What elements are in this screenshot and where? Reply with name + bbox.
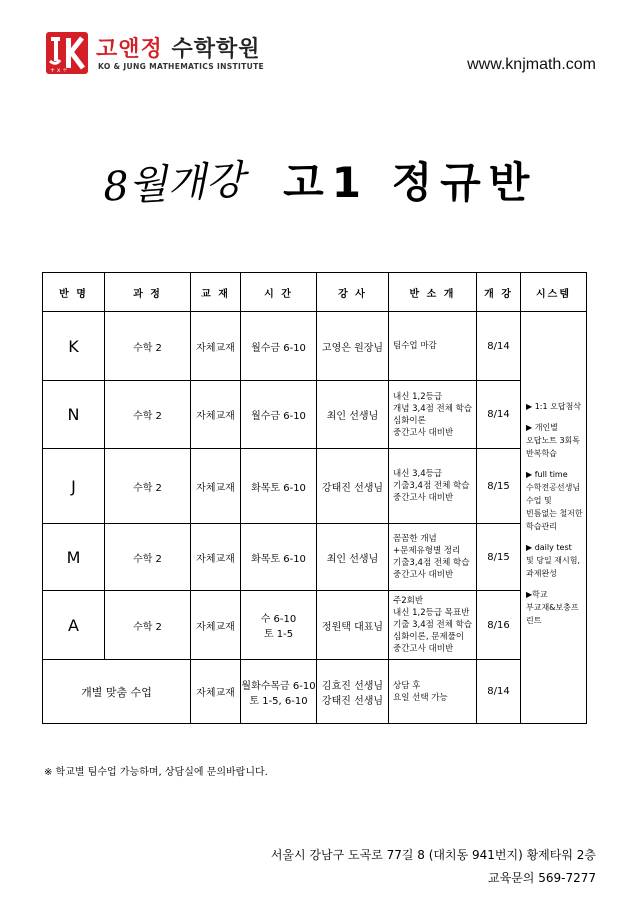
academy-logo <box>44 30 264 76</box>
system-item: ▶ full time 수학전공선생님 수업 및 빈틈없는 철저한 학습관리 <box>526 470 583 531</box>
intro-line: 상담 후 <box>393 680 421 691</box>
intro-line: 중간고사 대비반 <box>393 493 454 503</box>
header-teacher: 강 사 <box>317 273 389 312</box>
class-name: A <box>43 591 105 660</box>
table-row <box>43 524 587 591</box>
course: 수학 2 <box>105 312 191 381</box>
class-intro <box>389 524 477 591</box>
teacher-line: 최인 선생님 <box>326 553 379 565</box>
header-introduction: 반 소 개 <box>389 273 477 312</box>
class-time <box>241 312 317 381</box>
start-date: 8/14 <box>477 660 521 724</box>
title-script: 8월개강 <box>101 156 246 211</box>
header-class-name: 반 명 <box>43 273 105 312</box>
intro-line: 중간고사 대비반 <box>393 427 454 438</box>
textbook: 자체교재 <box>191 660 241 724</box>
course: 수학 2 <box>105 381 191 449</box>
intro-line: 주2회반 <box>393 596 424 606</box>
time-line: 토 1-5 <box>263 629 294 640</box>
teacher-line: 고영은 원장님 <box>321 342 384 354</box>
intro-line: 기출 3,4점 전체 학습 <box>393 620 473 630</box>
class-intro <box>389 660 477 724</box>
start-date: 8/14 <box>477 381 521 449</box>
intro-line: 요일 선택 가능 <box>393 692 448 703</box>
teacher <box>317 591 389 660</box>
footnote: ※ 학교별 팀수업 가능하며, 상담실에 문의바랍니다. <box>44 767 268 778</box>
intro-line: 중간고사 대비반 <box>393 644 454 654</box>
system-item: ▶학교 부교재&보충프린트 <box>526 590 579 625</box>
intro-line: 내신 3,4등급 <box>393 469 443 479</box>
time-line: 월화수목금 6-10 <box>241 680 316 692</box>
website-link[interactable]: www.knjmath.com <box>467 56 596 73</box>
class-intro <box>389 312 477 381</box>
table-header-row <box>43 273 587 312</box>
system-item: ▶ daily test 및 당일 재시험, 과제완성 <box>526 543 580 578</box>
time-line: 화목토 6-10 <box>251 482 306 494</box>
svg-text:+ x ÷: + x ÷ <box>50 67 68 74</box>
start-date: 8/15 <box>477 449 521 524</box>
start-date: 8/15 <box>477 524 521 591</box>
class-time <box>241 591 317 660</box>
time-line: 수 6-10 <box>260 614 297 625</box>
teacher-line: 최인 선생님 <box>326 411 379 422</box>
teacher <box>317 449 389 524</box>
intro-line: 심화이론 <box>393 415 426 426</box>
time-line: 토 1-5, 6-10 <box>249 695 308 707</box>
class-name: J <box>43 449 105 524</box>
intro-line: 심화이론, 문제풀이 <box>393 632 465 642</box>
intro-line: 기출3,4점 전체 학습 <box>393 558 470 568</box>
table-row <box>43 591 587 660</box>
class-time <box>241 660 317 724</box>
course: 수학 2 <box>105 524 191 591</box>
system-item: ▶ 개인별 오답노트 3회독 반복학습 <box>526 423 581 458</box>
class-name: M <box>43 524 105 591</box>
header-system: 시스템 <box>521 273 587 312</box>
intro-line: 팀수업 마감 <box>393 341 437 351</box>
logo-emblem-icon <box>44 30 90 76</box>
table-row <box>43 381 587 449</box>
address: 서울시 강남구 도곡로 77길 8 (대치동 941번지) 황제타워 2층 <box>270 848 596 862</box>
teacher-line: 정원택 대표님 <box>321 621 384 633</box>
time-line: 화목토 6-10 <box>251 553 306 565</box>
textbook: 자체교재 <box>191 449 241 524</box>
course: 수학 2 <box>105 591 191 660</box>
class-name: 개별 맞춤 수업 <box>43 660 191 724</box>
start-date: 8/16 <box>477 591 521 660</box>
teacher <box>317 312 389 381</box>
course: 수학 2 <box>105 449 191 524</box>
logo-subtitle: KO & JUNG MATHEMATICS INSTITUTE <box>98 62 265 71</box>
textbook: 자체교재 <box>191 591 241 660</box>
system-cell <box>521 312 587 724</box>
class-name: N <box>43 381 105 449</box>
class-time <box>241 524 317 591</box>
header-textbook: 교 재 <box>191 273 241 312</box>
class-name: K <box>43 312 105 381</box>
header-start-date: 개 강 <box>477 273 521 312</box>
textbook: 자체교재 <box>191 312 241 381</box>
textbook: 자체교재 <box>191 524 241 591</box>
class-time <box>241 381 317 449</box>
time-line: 월수금 6-10 <box>251 342 306 354</box>
header-time: 시 간 <box>241 273 317 312</box>
intro-line: 내신 1,2등급 <box>393 391 443 402</box>
intro-line: 개념 3,4점 전체 학습 <box>393 403 473 414</box>
textbook: 자체교재 <box>191 381 241 449</box>
table-row <box>43 660 587 724</box>
intro-line: 내신 1,2등급 목표반 <box>393 608 470 618</box>
table-row <box>43 312 587 381</box>
class-intro <box>389 591 477 660</box>
teacher-line: 강태진 선생님 <box>321 482 384 494</box>
system-item: ▶ 1:1 오답첨삭 <box>526 402 582 411</box>
class-time <box>241 449 317 524</box>
intro-line: 기출3,4점 전체 학습 <box>393 481 470 491</box>
intro-line: 꼼꼼한 개념 <box>393 534 437 544</box>
time-line: 월수금 6-10 <box>251 411 306 422</box>
start-date: 8/14 <box>477 312 521 381</box>
intro-line: +문제유형별 정리 <box>393 546 461 556</box>
teacher-line: 김효진 선생님 <box>321 680 384 692</box>
intro-line: 중간고사 대비반 <box>393 570 454 580</box>
title-main: 고1 정규반 <box>283 158 538 207</box>
class-intro <box>389 381 477 449</box>
teacher <box>317 524 389 591</box>
class-schedule-table <box>42 272 587 724</box>
page-title <box>0 150 640 210</box>
teacher-line: 강태진 선생님 <box>321 695 384 707</box>
teacher <box>317 381 389 449</box>
phone-number: 교육문의 569-7277 <box>488 871 596 885</box>
teacher <box>317 660 389 724</box>
logo-name: 고앤정 수학학원 <box>96 37 261 62</box>
class-intro <box>389 449 477 524</box>
header-course: 과 정 <box>105 273 191 312</box>
table-row <box>43 449 587 524</box>
